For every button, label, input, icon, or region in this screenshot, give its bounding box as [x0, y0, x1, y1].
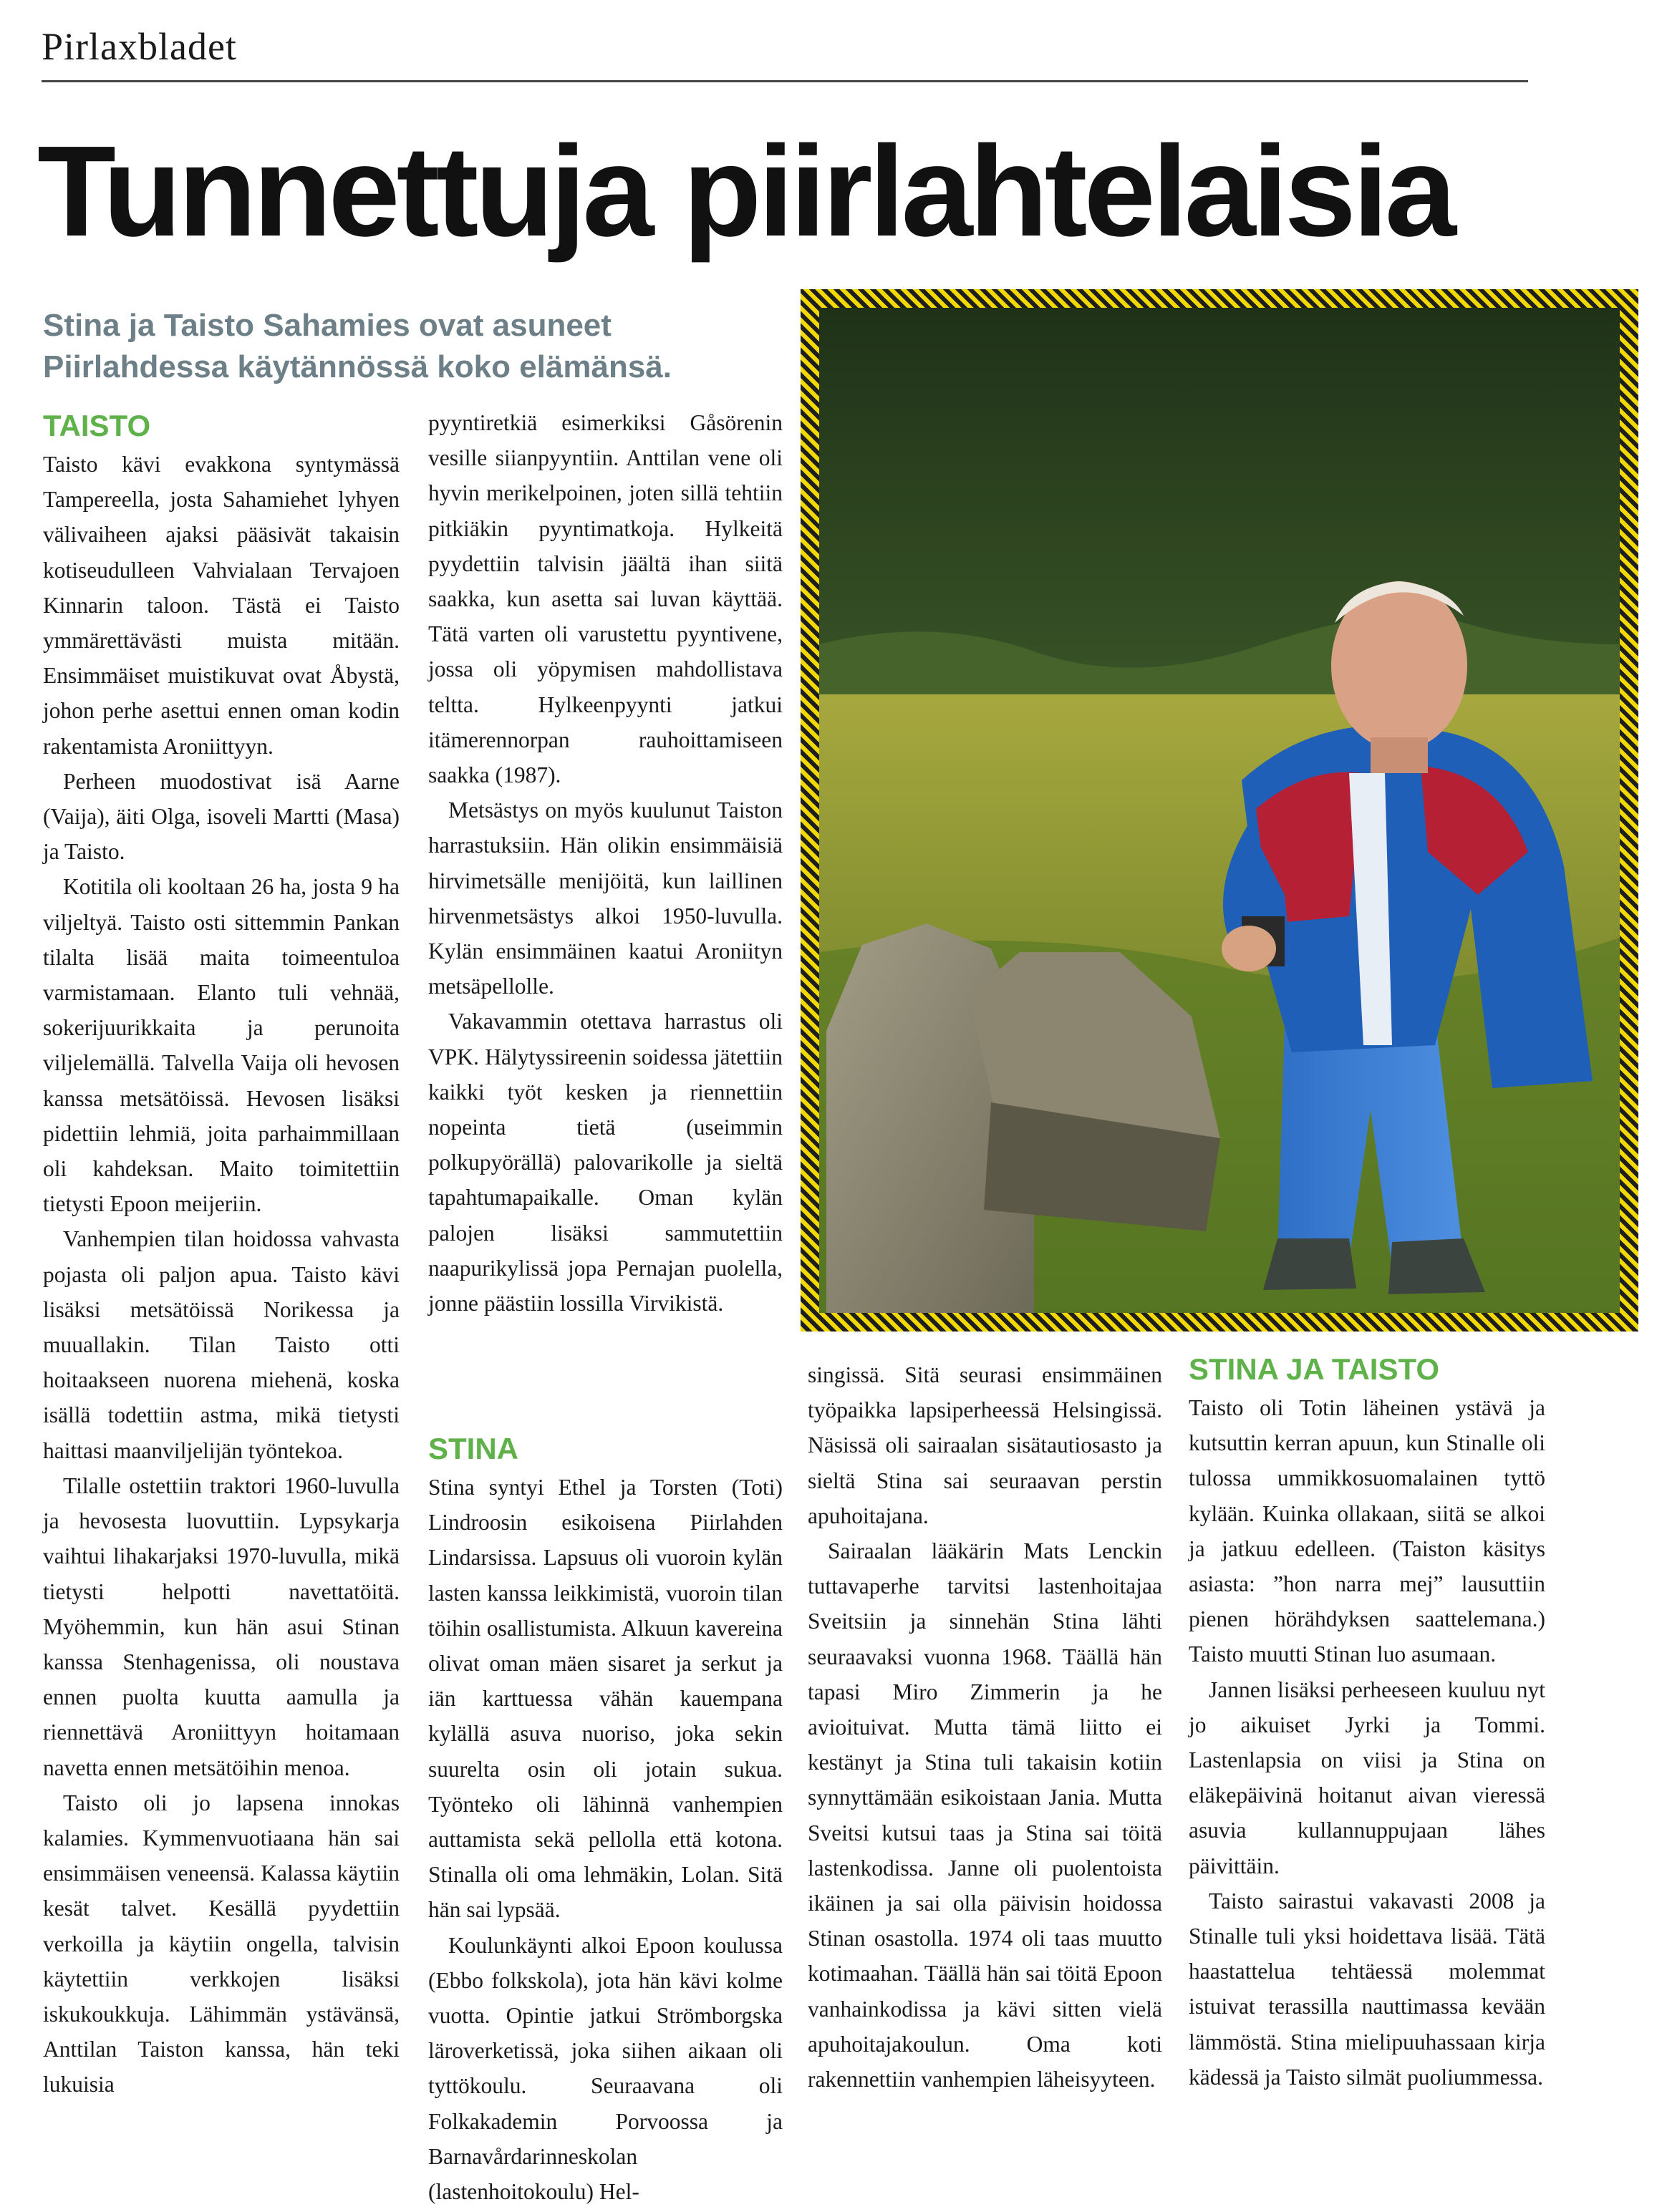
- paragraph: pyyntiretkiä esimerkiksi Gåsörenin vesille siianpyyntiin. Anttilan vene oli hyvin merikelpoinen, joten sillä tehtiin pitkiäkin pyyntimatkoja. Hylkeitä pyydettiin talvisin jäältä ihan siitä saakka, kun asetta sai luvan käyttää. Tätä varten oli varustettu pyyntivene, jossa oli yöpymisen mahdollistava teltta. Hylkeenpyynti jatkui itämerennorpan rauhoittamiseen saakka (1987).: [428, 410, 783, 788]
- man-hand: [1222, 926, 1276, 971]
- column-4: [1189, 1349, 1545, 2212]
- masthead-rule: [42, 80, 1528, 82]
- article-headline: Tunnettuja piirlahtelaisia: [37, 120, 1454, 263]
- paragraph: Vakavammin otettava harrastus oli VPK. Hälytyssireenin soidessa jätettiin kaikki työt kesken ja riennettiin nopeinta tietä (useimmin polkupyörällä) palovarikolle ja sieltä tapahtumapaikalle. Oman kylän palojen lisäksi sammutettiin naapurikylissä jopa Pernajan puolella, jonne päästiin lossilla Virvikistä.: [428, 1009, 783, 1316]
- paragraph: singissä. Sitä seurasi ensimmäinen työpaikka lapsiperheessä Helsingissä. Näsissä oli sairaalan sisätautiosasto ja sieltä Stina sai seuraavan perstin apuhoitajana.: [808, 1362, 1162, 1528]
- column-1: [43, 405, 400, 2212]
- paragraph: Kotitila oli kooltaan 26 ha, josta 9 ha viljeltyä. Taisto osti sittemmin Pankan tilalta lisää maita toimeentuloa varmistamaan. Elanto tuli vehnää, sokerijuurikkaita ja perunoita viljelemällä. Talvella Vaija oli hevosen kanssa metsätöissä. Hevosen lisäksi pidettiin lehmiä, joita parhaimmillaan oli kahdeksan. Maito toimitettiin tietysti Epoon meijeriin.: [43, 874, 400, 1217]
- paragraph: Perheen muodostivat isä Aarne (Vaija), äiti Olga, isoveli Martti (Masa) ja Taisto.: [43, 768, 400, 865]
- column-2-top: [428, 405, 783, 1399]
- portrait-photo: [819, 308, 1620, 1313]
- article-lead: Stina ja Taisto Sahamies ovat asuneet Piirlahdessa käytännössä koko elämänsä.: [43, 308, 672, 384]
- man-boot-left: [1263, 1238, 1356, 1290]
- photo-frame: [801, 289, 1638, 1331]
- paragraph: Jannen lisäksi perheeseen kuuluu nyt jo aikuiset Jyrki ja Tommi. Lastenlapsia on viisi ja Stina on eläkepäivinä hoitanut aivan vieressä asuvia kullannuppujaan lähes päivittäin.: [1189, 1677, 1545, 1878]
- paragraph: Taisto sairastui vakavasti 2008 ja Stinalle tuli yksi hoidettava lisää. Tätä haastattelua tehtäessä molemmat istuivat terassilla nauttimassa kevään lämmöstä. Stina mielipuuhassaan kirja kädessä ja Taisto silmät puoliummessa.: [1189, 1888, 1545, 2090]
- paragraph: Taisto oli jo lapsena innokas kalamies. Kymmenvuotiaana hän sai ensimmäisen veneensä. Kalassa käytiin kesät talvet. Kesällä pyydettiin verkoilla ja käytiin ongella, talvisin käytettiin verkkojen lisäksi iskukoukkuja. Lähimmän ystävänsä, Anttilan Taiston kanssa, hän teki lukuisia: [43, 1790, 400, 2097]
- paragraph: Sairaalan lääkärin Mats Lenckin tuttavaperhe tarvitsi lastenhoitajaa Sveitsiin ja sinnehän Stina lähti seuraavaksi vuonna 1968. Täällä hän tapasi Miro Zimmerin ja he avioituivat. Mutta tämä liitto ei kestänyt ja Stina tuli takaisin kotiin synnyttämään esikoistaan Jania. Mutta Sveitsi kutsui taas ja Stina sai töitä lastenkodissa. Janne oli puolentoista ikäinen ja sai olla päivisin hoidossa Stinan osastolla. 1974 oli taas muutto kotimaahan. Täällä hän sai töitä Epoon vanhainkodissa ja kävi sitten vielä apuhoitajakoulun. Oma koti rakennettiin vanhempien läheisyyteen.: [808, 1538, 1162, 2092]
- column-3: [808, 1357, 1162, 2212]
- paragraph: Koulunkäynti alkoi Epoon koulussa (Ebbo folkskola), jota hän kävi kolme vuotta. Opintie jatkui Strömborgska läroverketissä, joka siihen aikaan oli tyttökoulu. Seuraavana oli Folkakademin Porvoossa ja Barnavårdarinneskolan (lastenhoitokoulu) Hel-: [428, 1932, 783, 2205]
- publication-name: Pirlaxbladet: [42, 25, 237, 68]
- paragraph: Vanhempien tilan hoidossa vahvasta pojasta oli paljon apua. Taisto kävi lisäksi metsätöissä Norikessa ja muuallakin. Tilan Taisto otti hoitaakseen nuorena miehenä, koska isällä todettiin astma, mikä tietysti haittasi maanviljelijän työntekoa.: [43, 1226, 400, 1463]
- section-heading-stina: STINA: [428, 1432, 518, 1465]
- paragraph: Tilalle ostettiin traktori 1960-luvulla ja hevosesta luovuttiin. Lypsykarja vaihtui lihakarjaksi 1970-luvulla, mikä tietysti helpotti navettatöitä. Myöhemmin, kun hän asui Stinan kanssa Stenhagenissa, oli noustava ennen puolta kuutta aamulla ja riennettävä Aroniittyyn hoitamaan navetta ennen metsätöihin menoa.: [43, 1473, 400, 1780]
- paragraph: Metsästys on myös kuulunut Taiston harrastuksiin. Hän olikin ensimmäisiä hirvimetsälle menijöitä, kun laillinen hirvenmetsästys alkoi 1950-luvulla. Kylän ensimmäinen kaatui Aroniityn metsäpellolle.: [428, 797, 783, 999]
- section-heading-taisto: TAISTO: [43, 409, 151, 442]
- paragraph: Taisto kävi evakkona syntymässä Tampereella, josta Sahamiehet lyhyen välivaiheen ajaksi pääsivät takaisin kotiseudulleen Vahvialaan Tervajoen Kinnarin taloon. Tästä ei Taisto ymmärettävästi muista mitään. Ensimmäiset muistikuvat ovat Åbystä, johon perhe asettui ennen oman kodin rakentamista Aroniittyyn.: [43, 452, 400, 759]
- paragraph: Taisto oli Totin läheinen ystävä ja kutsuttin kerran apuun, kun Stinalle oli tulossa ummikkosuomalainen tyttö kylään. Kuinka ollakaan, siitä se alkoi ja jatkuu edelleen. (Taiston käsitys asiasta: ”hon narra mej” lausuttiin pienen hörähdyksen saattelemana.) Taisto muutti Stinan luo asumaan.: [1189, 1395, 1545, 1667]
- column-2-bottom: [428, 1428, 783, 2212]
- section-heading-stina-ja-taisto: STINA JA TAISTO: [1189, 1352, 1440, 1386]
- paragraph: Stina syntyi Ethel ja Torsten (Toti) Lindroosin esikoisena Piirlahden Lindarsissa. Lapsuus oli vuoroin kylän lasten kanssa leikkimistä, vuoroin tilan töihin osallistumista. Alkuun kavereina olivat oman mäen sisaret ja serkut ja iän karttuessa vähän kauempana kylällä asuva nuoriso, joka sekin suurelta osin oli jotain sukua. Työnteko oli lähinnä vanhempien auttamista sekä pellolla että kotona. Stinalla oli oma lehmäkin, Lolan. Sitä hän sai lypsää.: [428, 1475, 783, 1923]
- man-neck: [1371, 737, 1428, 773]
